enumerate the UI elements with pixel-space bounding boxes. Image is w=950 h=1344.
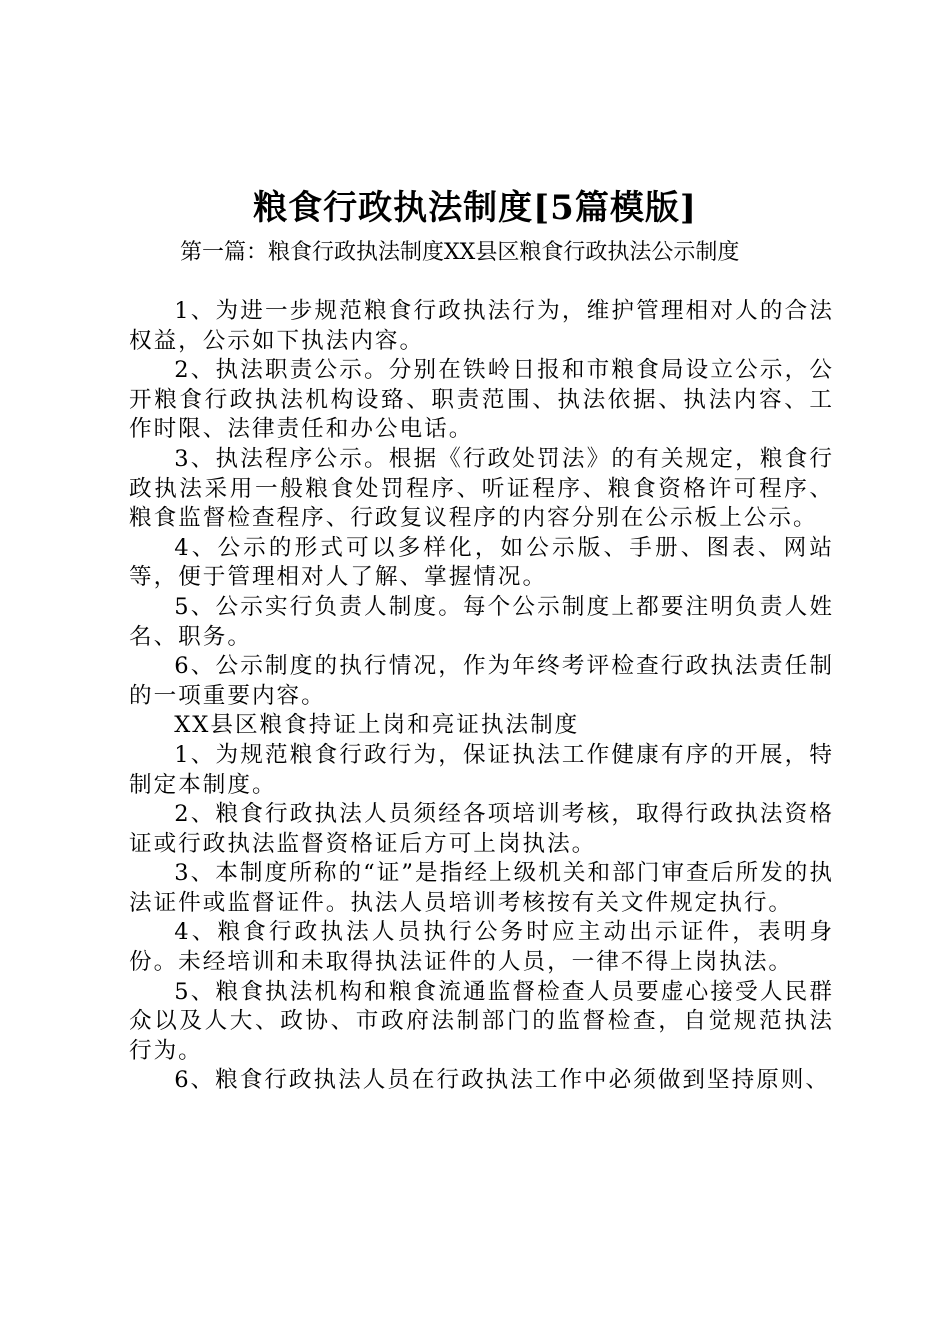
paragraph: 2、粮食行政执法人员须经各项培训考核，取得行政执法资格证或行政执法监督资格证后方可上岗执法。 [129,801,834,857]
paragraph: 3、执法程序公示。根据《行政处罚法》的有关规定，粮食行政执法采用一般粮食处罚程序、听证程序、粮食资格许可程序、粮食监督检查程序、行政复议程序的内容分别在公示板上公示。 [129,445,834,532]
paragraph: 5、粮食执法机构和粮食流通监督检查人员要虚心接受人民群众以及人大、政协、市政府法制部门的监督检查，自觉规范执法行为。 [129,978,834,1064]
document-title: 粮食行政执法制度[5篇模版] [253,188,697,228]
paragraph: 3、本制度所称的“证”是指经上级机关和部门审查后所发的执法证件或监督证件。执法人员培训考核按有关文件规定执行。 [129,860,834,916]
paragraph: 6、公示制度的执行情况，作为年终考评检查行政执法责任制的一项重要内容。 [129,653,834,709]
paragraph: 1、为进一步规范粮食行政执法行为，维护管理相对人的合法权益，公示如下执法内容。 [129,298,834,354]
paragraph: 4、公示的形式可以多样化，如公示版、手册、图表、网站等，便于管理相对人了解、掌握情况。 [129,534,834,591]
paragraph: 5、公示实行负责人制度。每个公示制度上都要注明负责人姓名、职务。 [129,593,834,650]
document-body [129,297,834,1096]
section-heading: XX县区粮食持证上岗和亮证执法制度 [174,712,580,739]
document-subtitle: 第一篇：粮食行政执法制度XX县区粮食行政执法公示制度 [180,240,740,265]
paragraph: 4、粮食行政执法人员执行公务时应主动出示证件，表明身份。未经培训和未取得执法证件的人员，一律不得上岗执法。 [129,919,834,976]
paragraph: 1、为规范粮食行政行为，保证执法工作健康有序的开展，特制定本制度。 [129,741,834,798]
paragraph: 2、执法职责公示。分别在铁岭日报和市粮食局设立公示，公开粮食行政执法机构设臵、职责范围、执法依据、执法内容、工作时限、法律责任和办公电话。 [129,357,834,443]
paragraph: 6、粮食行政执法人员在行政执法工作中必须做到坚持原则、 [174,1067,830,1094]
